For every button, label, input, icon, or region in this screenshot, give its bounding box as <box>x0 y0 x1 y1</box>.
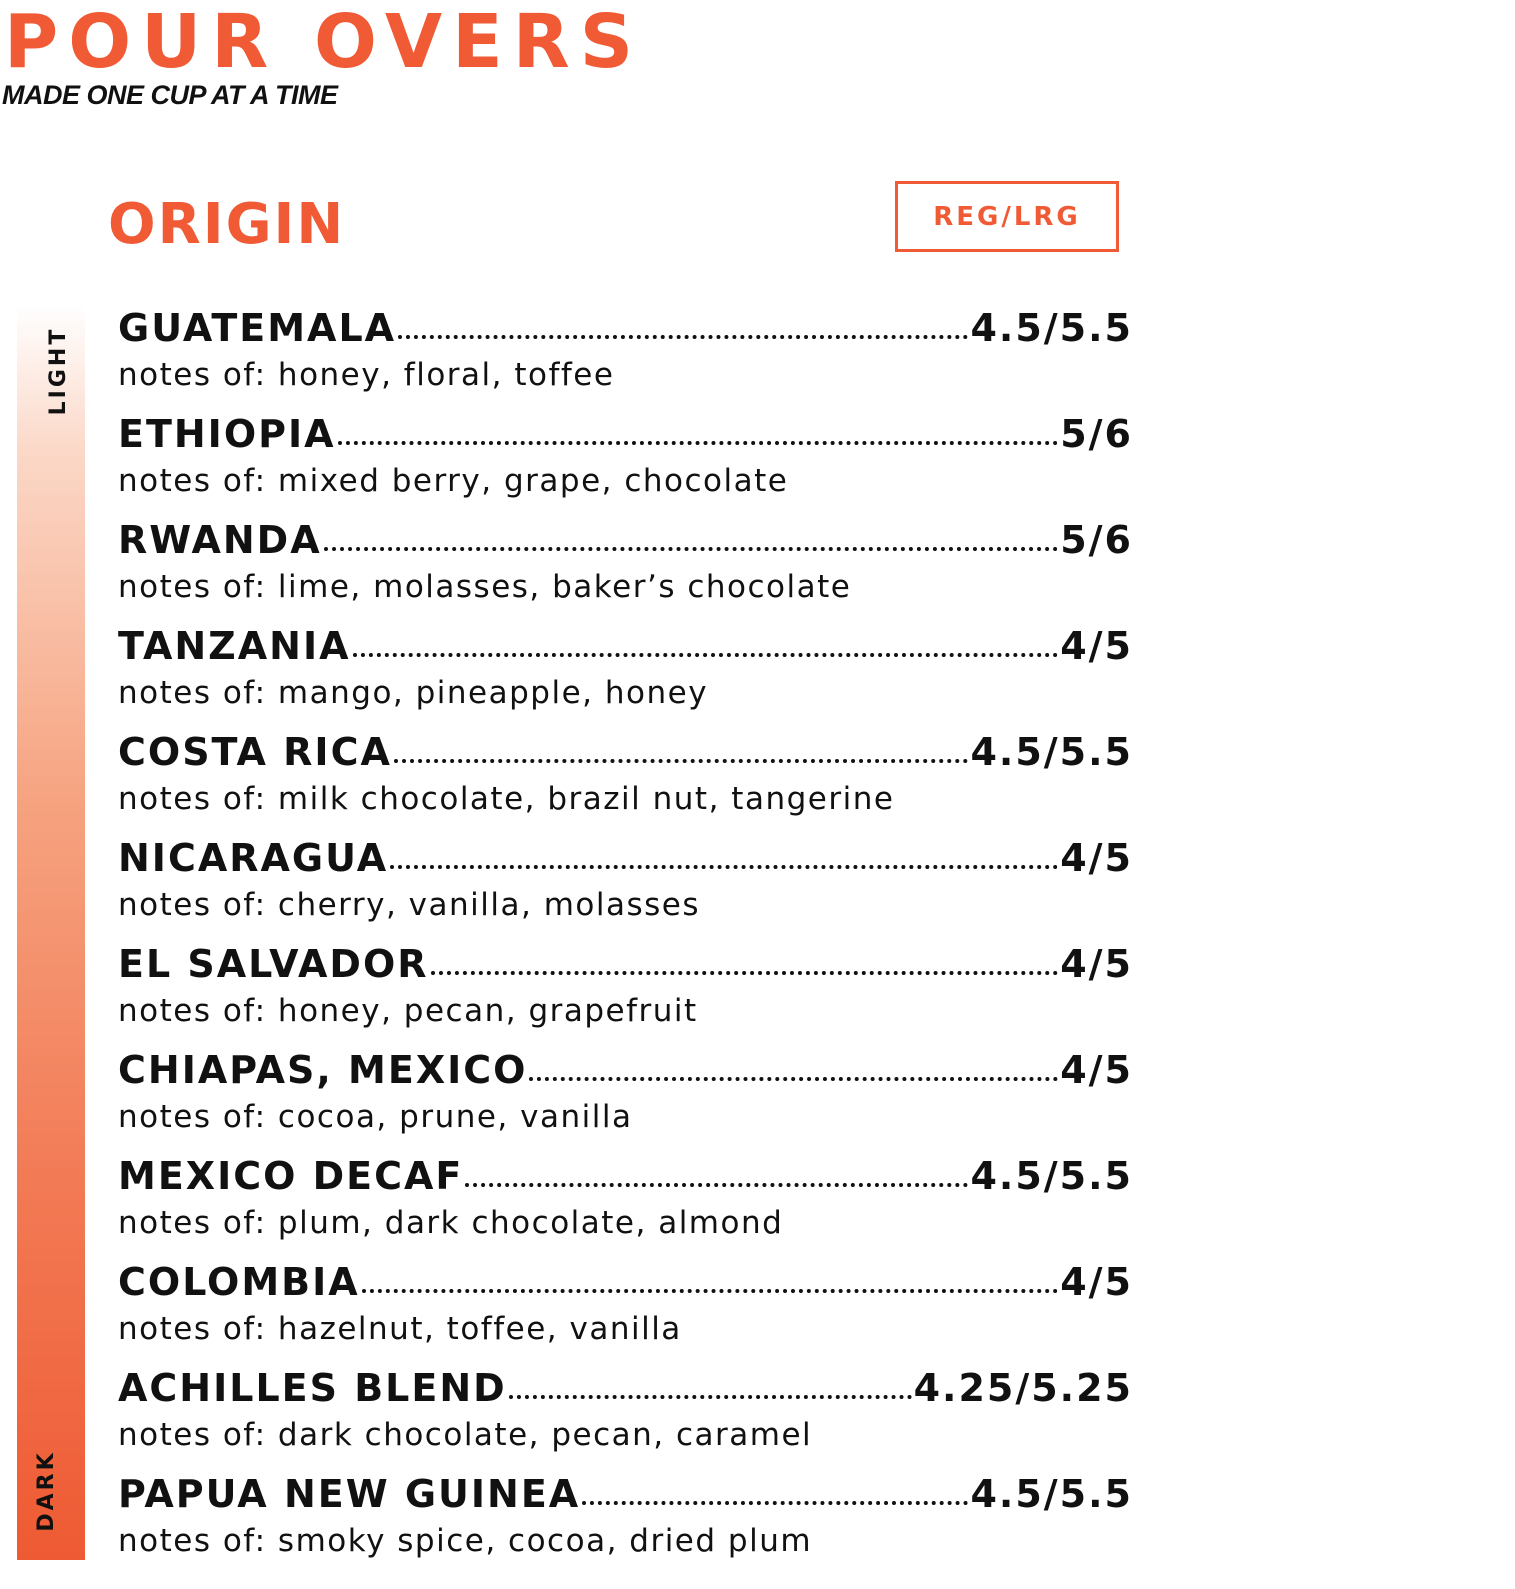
item-name: EL SALVADOR <box>118 942 429 986</box>
menu-item <box>118 300 1133 406</box>
menu-item <box>118 618 1133 724</box>
item-notes: notes of: mixed berry, grape, chocolate <box>118 463 789 499</box>
item-name: RWANDA <box>118 518 322 562</box>
item-notes: notes of: hazelnut, toffee, vanilla <box>118 1311 682 1347</box>
menu-item <box>118 1360 1133 1466</box>
item-notes: notes of: mango, pineapple, honey <box>118 675 709 711</box>
page-title: POUR OVERS <box>4 0 643 85</box>
menu-list <box>118 300 1133 1572</box>
item-price: 4.5/5.5 <box>970 306 1133 350</box>
roast-light-label: LIGHT <box>46 326 71 416</box>
item-price: 4.5/5.5 <box>970 1154 1133 1198</box>
menu-item <box>118 1466 1133 1572</box>
item-notes: notes of: cocoa, prune, vanilla <box>118 1099 633 1135</box>
item-notes: notes of: honey, floral, toffee <box>118 357 615 393</box>
dot-leader <box>582 1495 968 1505</box>
item-name: COSTA RICA <box>118 730 392 774</box>
page-subtitle: MADE ONE CUP AT A TIME <box>2 80 338 110</box>
item-price: 4.5/5.5 <box>970 730 1133 774</box>
menu-item <box>118 406 1133 512</box>
item-name: COLOMBIA <box>118 1260 360 1304</box>
roast-dark-label: DARK <box>34 1450 59 1532</box>
item-name: ACHILLES BLEND <box>118 1366 507 1410</box>
dot-leader <box>353 647 1059 657</box>
dot-leader <box>465 1177 968 1187</box>
item-name: ETHIOPIA <box>118 412 336 456</box>
item-price: 4.25/5.25 <box>913 1366 1133 1410</box>
menu-item <box>118 936 1133 1042</box>
item-name: NICARAGUA <box>118 836 389 880</box>
item-name: GUATEMALA <box>118 306 397 350</box>
dot-leader <box>324 541 1059 551</box>
item-price: 4/5 <box>1060 1260 1133 1304</box>
item-notes: notes of: plum, dark chocolate, almond <box>118 1205 784 1241</box>
dot-leader <box>390 859 1058 869</box>
item-price: 4/5 <box>1060 1048 1133 1092</box>
dot-leader <box>398 329 968 339</box>
item-notes: notes of: lime, molasses, baker’s chocolate <box>118 569 852 605</box>
dot-leader <box>509 1389 912 1399</box>
dot-leader <box>362 1283 1059 1293</box>
menu-item <box>118 1254 1133 1360</box>
item-price: 4/5 <box>1060 624 1133 668</box>
item-price: 4.5/5.5 <box>970 1472 1133 1516</box>
item-notes: notes of: dark chocolate, pecan, caramel <box>118 1417 813 1453</box>
item-notes: notes of: cherry, vanilla, molasses <box>118 887 701 923</box>
item-price: 4/5 <box>1060 942 1133 986</box>
dot-leader <box>394 753 969 763</box>
item-name: PAPUA NEW GUINEA <box>118 1472 581 1516</box>
dot-leader <box>529 1071 1058 1081</box>
item-price: 5/6 <box>1060 412 1133 456</box>
menu-item <box>118 830 1133 936</box>
section-title: ORIGIN <box>108 192 346 257</box>
dot-leader <box>431 965 1059 975</box>
menu-item <box>118 1042 1133 1148</box>
item-price: 5/6 <box>1060 518 1133 562</box>
item-price: 4/5 <box>1060 836 1133 880</box>
roast-scale-bar <box>17 305 85 1560</box>
item-name: CHIAPAS, MEXICO <box>118 1048 528 1092</box>
size-label-box <box>895 181 1119 252</box>
menu-item <box>118 724 1133 830</box>
menu-item <box>118 512 1133 618</box>
size-label: REG/LRG <box>933 201 1081 232</box>
menu-item <box>118 1148 1133 1254</box>
item-name: TANZANIA <box>118 624 351 668</box>
item-notes: notes of: honey, pecan, grapefruit <box>118 993 698 1029</box>
item-notes: notes of: smoky spice, cocoa, dried plum <box>118 1523 813 1559</box>
dot-leader <box>338 435 1059 445</box>
item-name: MEXICO DECAF <box>118 1154 464 1198</box>
item-notes: notes of: milk chocolate, brazil nut, tangerine <box>118 781 895 817</box>
